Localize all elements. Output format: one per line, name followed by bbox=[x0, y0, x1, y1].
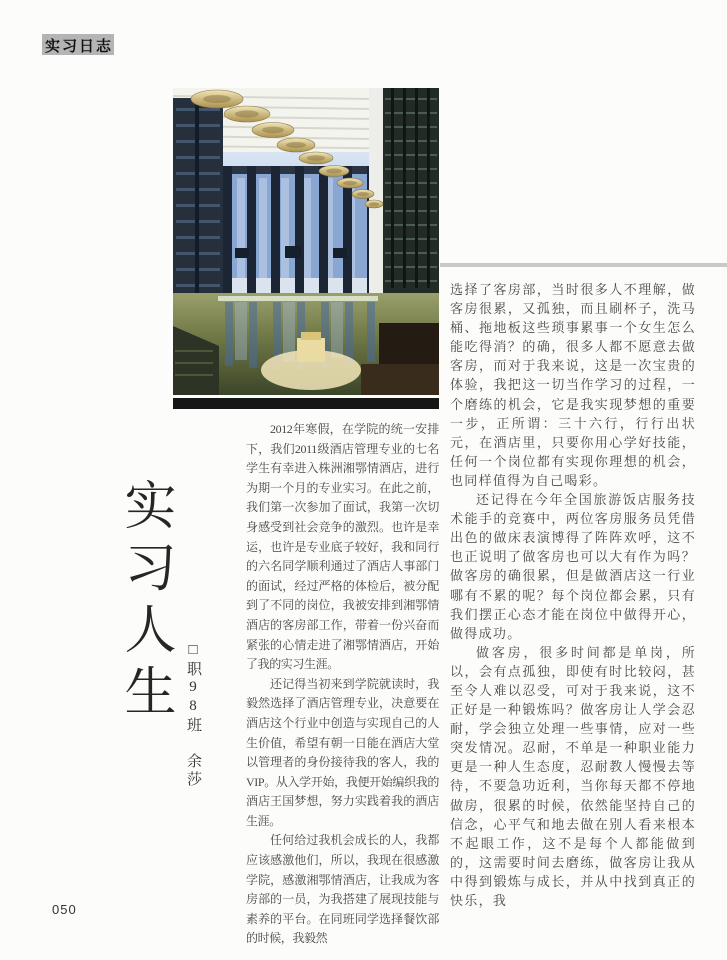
photo-block bbox=[173, 88, 439, 409]
article-title-vertical: 实习人生 bbox=[116, 478, 173, 726]
paragraph: 还记得当初来到学院就读时，我毅然选择了酒店管理专业，决意要在酒店这个行业中创造与实现自己的人生价值，希望有朝一日能在酒店大堂以管理者的身份接待我的客人，我的VIP。从入学开始，我便开始编织我的酒店王国梦想，努力实践着我的酒店生涯。 bbox=[246, 676, 439, 828]
text-column-left bbox=[246, 420, 439, 949]
paragraph-continuation: 选择了客房部，当时很多人不理解，做客房很累，又孤独，而且刷杯子，洗马桶、拖地板这些琐事累事一个女生怎么能吃得消？的确，很多人都不愿意去做客房，而对于我来说，这是一次宝贵的体验，我把这一切当作学习的过程，一个磨练的机会，它是我实现梦想的重要一步，正所谓：三十六行，行行出状元，在酒店里，只要你用心学好技能，任何一个岗位都有实现你理想的机会，也同样值得为自己喝彩。 bbox=[450, 282, 696, 488]
section-label: 实习日志 bbox=[42, 34, 117, 58]
column-divider-rule bbox=[440, 263, 727, 267]
hotel-lobby-photo bbox=[173, 88, 439, 395]
text-column-right bbox=[450, 280, 696, 910]
photo-bottom-bar bbox=[173, 398, 439, 409]
paragraph: 做客房，很多时间都是单岗，所以，会有点孤独，即使有时比较闷，甚至令人难以忍受，可对于我来说，这不正好是一种锻炼吗？做客房让人学会忍耐，学会独立处理一些事情，应对一些突发情况。忍耐，不单是一种职业能力更是一种人生态度，忍耐教人慢慢去等待，不要急功近利，当你每天都不停地做房，很累的时候，依然能坚持自己的信念，心平气和地去做在别人看来根本不起眼工作，这不是每个人都能做到的，这需要时间去磨练，做客房让我从中得到锻炼与成长，并从中找到真正的快乐，我 bbox=[450, 644, 696, 908]
paragraph: 还记得在今年全国旅游饭店服务技术能手的竞赛中，两位客房服务员凭借出色的做床表演博得了阵阵欢呼，这不也正说明了做客房也可以大有作为吗？做客房的确很累，但是做酒店这一行业哪有不累的呢？每个岗位都会累，只有我们摆正心态才能在岗位中做得开心，做得成功。 bbox=[450, 492, 696, 641]
paragraph: 2012年寒假，在学院的统一安排下，我们2011级酒店管理专业的七名学生有幸进入株洲湘鄂情酒店，进行为期一个月的专业实习。在此之前，我们第一次参加了面试，我第一次切身感受到社会竞争的激烈。也许是幸运，也许是专业底子较好，我和同行的六名同学顺利通过了酒店人事部门的面试，经过严格的体检后，被分配到了不同的岗位，我被安排到湘鄂情酒店的客房部工作，带着一份兴奋而紧张的心情走进了湘鄂情酒店，开始了我的实习生涯。 bbox=[246, 422, 439, 672]
page-number: 050 bbox=[52, 902, 77, 917]
article-byline: □职98班 余莎 bbox=[185, 642, 201, 789]
paragraph: 任何给过我机会成长的人，我都应该感激他们，所以，我现在很感激学院，感激湘鄂情酒店，让我成为客房部的一员，为我搭建了展现技能与素养的平台。在同班同学选择餐饮部的时候，我毅然 bbox=[246, 833, 439, 946]
